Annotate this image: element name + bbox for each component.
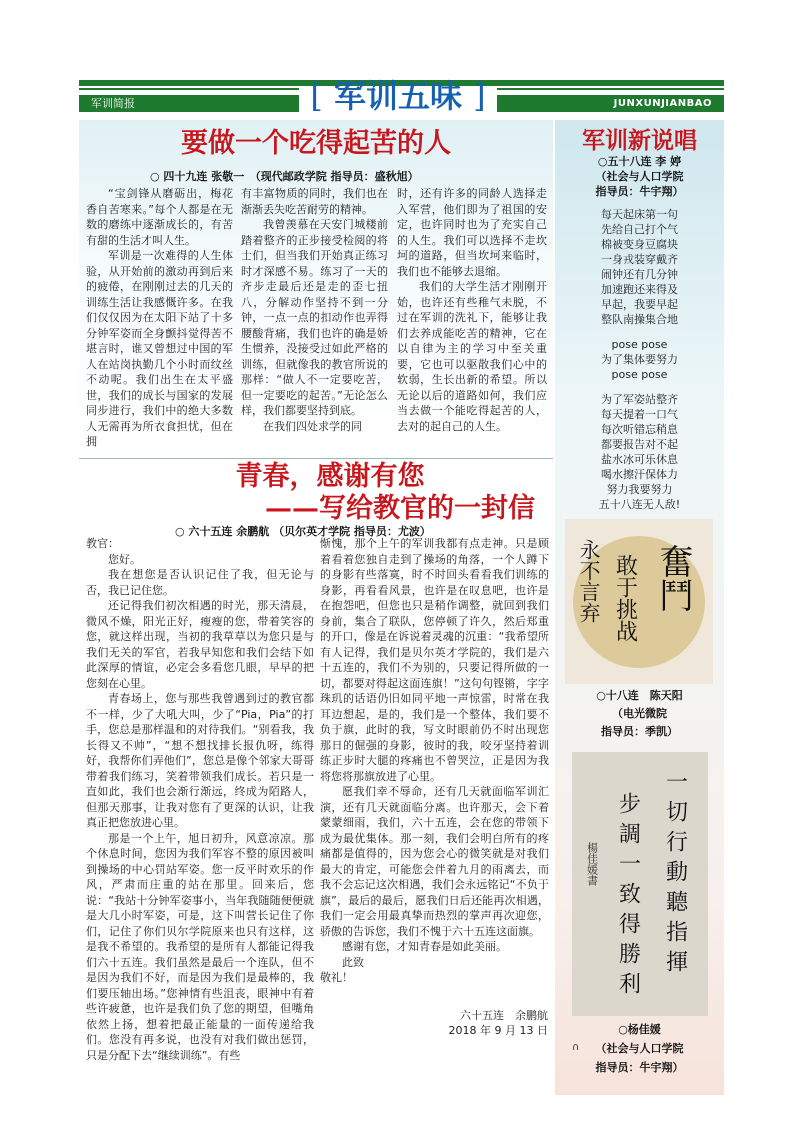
paragraph: 感谢有您，才知青春是如此美丽。 bbox=[342, 940, 507, 953]
sidebar-author-line: ○五十八连 李 婷 bbox=[597, 155, 682, 168]
poem-line: 每天提着一口气 bbox=[601, 408, 678, 421]
calligraphy-artwork-1 bbox=[565, 519, 713, 684]
paragraph: “宝剑锋从磨砺出，梅花香自苦寒来。”每个人都是在无数的磨练中逐渐成长的，有苦有甜的生活才叫人生。 bbox=[86, 187, 233, 247]
poem-line: 喝水擦汗保体力 bbox=[601, 468, 678, 481]
poem-line: 努力我要努力 bbox=[606, 483, 673, 496]
masthead-title-text: 军训五味 bbox=[333, 77, 462, 115]
poem-gap bbox=[555, 382, 724, 392]
poem-line: 加速跑还来得及 bbox=[601, 283, 678, 296]
article2-column-1 bbox=[86, 536, 314, 1063]
poem-line: 每次听错忘稍息 bbox=[601, 423, 678, 436]
poem-gap bbox=[555, 327, 724, 337]
paragraph: 在我们四处求学的同 bbox=[263, 419, 362, 433]
calligraphy-col-3: 奮鬥 bbox=[653, 544, 693, 612]
letter-signature bbox=[400, 1008, 548, 1038]
paragraph: 此致 bbox=[342, 955, 364, 969]
poem-line: pose pose bbox=[611, 338, 668, 351]
signature-date: 2018 年 9 月 13 日 bbox=[448, 1024, 548, 1037]
paragraph: 时，还有许多的同龄人选择走入军营，他们即为了祖国的安定，也许同时也为了充实自己的人生。我们可以选择不走坎坷的道路，但当坎坷来临时，我们也不能够去退缩。 bbox=[397, 187, 547, 278]
calligraphy-signature: 楊佳媛書 bbox=[585, 842, 599, 886]
calligraphy-col-1: 永不言弃 bbox=[577, 539, 601, 623]
masthead-left-label: 军训简报 bbox=[79, 95, 299, 112]
article2-byline: ○ 六十五连 余鹏航 （贝尔英才学院 指导员：尤波） bbox=[175, 525, 431, 538]
poem-line: 一身戎装穿戴齐 bbox=[601, 253, 678, 266]
calligraphy-artwork-2-svg bbox=[572, 752, 708, 1016]
img1-caption bbox=[555, 687, 724, 741]
masthead-rule-right bbox=[497, 88, 724, 90]
masthead-rule-left bbox=[79, 88, 299, 90]
signature-name: 六十五连 余鹏航 bbox=[460, 1009, 548, 1022]
article2-title: 青春，感谢有您 bbox=[235, 461, 425, 492]
paragraph: 有丰富物质的同时，我们也在渐渐丢失吃苦耐劳的精神。 bbox=[241, 187, 388, 216]
sidebar-author bbox=[555, 154, 724, 199]
poem-line: 先给自己打个气 bbox=[601, 223, 678, 236]
paragraph: 我们的大学生活才刚刚开始，也许还有些稚气未脱，不过在军训的洗礼下，能够让我们去养成能吃苦的精神，它在以自律为主的学习中至关重要，它也可以驱散我们心中的软弱，生长出新的希望。所以无论以后的道路如何，我们应当去做一个能吃得起苦的人，去对的起自己的人生。 bbox=[397, 280, 547, 433]
sidebar-author-line: 指导员：牛宇翔） bbox=[595, 185, 684, 198]
poem-line: 盐水冰可乐休息 bbox=[601, 453, 678, 466]
caption-mark: ∩ bbox=[572, 1042, 580, 1053]
article1-byline: ○ 四十九连 张敬一 （现代邮政学院 指导员：盛秋旭） bbox=[150, 170, 419, 183]
article2-column-2 bbox=[320, 536, 549, 986]
paragraph: 敬礼！ bbox=[320, 971, 353, 984]
img2-caption bbox=[555, 1020, 724, 1077]
article2-subtitle: ——写给教官的一封信 bbox=[265, 493, 535, 524]
img1-caption-line: ○十八连 陈天阳 bbox=[596, 689, 683, 702]
poem-line: 闹钟还有几分钟 bbox=[601, 268, 678, 281]
img2-caption-line: （社会与人口学院 bbox=[595, 1042, 684, 1055]
calligraphy-col-2: 敢于挑战 bbox=[612, 554, 638, 642]
img2-caption-line: 指导员：牛宇翔） bbox=[595, 1061, 684, 1074]
poem-line: 五十八连无人敌! bbox=[598, 498, 681, 511]
article1-column-1 bbox=[86, 186, 233, 450]
article1-column-3 bbox=[397, 186, 547, 434]
poem-line: 棉被变身豆腐块 bbox=[601, 238, 678, 251]
masthead-right-label: JUNXUNJIANBAO bbox=[497, 95, 724, 112]
poem-line: 整队南操集合地 bbox=[601, 313, 678, 326]
calligraphy-artwork-1-svg bbox=[565, 519, 713, 684]
paragraph: 我曾羡慕在天安门城楼前踏着整齐的正步接受检阅的将士们，但当我们开始真正练习时才深感不易。练习了一天的齐步走最后还是走的歪七扭八，分解动作坚持不到一分钟，一点一点的扣动作也弄得腰酸背痛，我们也许的确是娇生惯养，没接受过如此严格的训练，但就像我的教官所说的那样：“做人不一定要吃苦，但一定要吃的起苦。”无论怎么样，我们都要坚持到底。 bbox=[241, 218, 388, 417]
img1-caption-line: 指导员：季凯） bbox=[601, 725, 678, 738]
poem-line: 为了军姿站整齐 bbox=[601, 393, 678, 406]
paragraph: 您好。 bbox=[108, 552, 141, 566]
paragraph: 那是一个上午，旭日初升，风意凉凉。那个休息时间，您因为我们军容不整的原因被叫到操场的中心罚站军姿。您一反平时欢乐的作风，严肃而庄重的站在那里。回来后，您说：“我站十分钟军姿事小，当年我随随便便就是大几小时军姿，可是，这下叫营长记住了你们，记住了你们贝尔学院原来也只有这样，这是我不希望的。我希望的是所有人都能记得我们六十五连。我们虽然是最后一个连队，但不是因为我们不好，而是因为我们是最棒的，我们要压轴出场。”您神情有些沮丧，眼神中有着些许疲惫，也许是我们负了您的期望，但嘴角依然上扬，想着把最正能量的一面传递给我们。您没有再多说，也没有对我们做出惩罚，只是分配下去“继续训练”。有些 bbox=[86, 831, 314, 1062]
paragraph: 教官： bbox=[86, 537, 119, 550]
paragraph: 我在想您是否认识记住了我，但无论与否，我已记住您。 bbox=[86, 568, 314, 597]
masthead-bracket-left: [ bbox=[310, 77, 323, 115]
masthead-bracket-right: ] bbox=[473, 77, 486, 115]
paragraph: 惭愧，那个上午的军训我都有点走神。只是顾着看着您独自走到了操场的角落，一个人蹲下的身影有些落寞，时不时回头看看我们训练的身影，再看看风景，也许是在叹息吧，也许是在抱怨吧，但您也只是稍作调整，就回到我们身前，集合了联队，您停顿了许久，然后郑重的开口，像是在诉说着灵魂的沉重：“我希望所有人记得，我们是贝尔英才学院的，我们是六十五连的，我们不为别的，只要记得所做的一切，都要对得起这面连旗！”这句句铿锵，字字珠玑的话语仍旧如同平地一声惊雷，时常在我耳边想起，是的，我们是一个整体，我们要不负于旗，此时的我，写文时眼前仍不时出现您那日的倔强的身影，彼时的我，咬牙坚持着训练正步时大腿的疼痛也不曾哭泣，正是因为我将您将那旗放进了心里。 bbox=[320, 537, 549, 783]
img2-caption-line: ○杨佳媛 bbox=[618, 1023, 661, 1036]
paragraph: 愿我们幸不辱命，还有几天就面临军训汇演，还有几天就面临分离。也许那天，会下着蒙蒙细雨，我们，六十五连，会在您的带领下成为最优集体。那一刻，我们会明白所有的疼痛都是值得的，因为您会心的微笑就是对我们最大的肯定，可能您会伴着九月的雨离去，而我不会忘记这次相遇，我们会永远铭记“不负于旗”，最后的最后，愿我们日后还能再次相遇，我们一定会用最真挚而热烈的掌声再次迎您，骄傲的告诉您，我们不愧于六十五连这面旗。 bbox=[320, 785, 549, 938]
calligraphy-col-1: 一切行動聽指揮 bbox=[662, 770, 688, 980]
poem-line: pose pose bbox=[611, 368, 668, 381]
poem-line: 为了集体要努力 bbox=[601, 353, 678, 366]
paragraph: 还记得我们初次相遇的时光，那天清晨，微风不燥，阳光正好，瘦瘦的您，带着笑容的您，就这样出现，当初的我草草以为您只是与我们无关的军官，若我早知您和我们会结下如此深厚的情谊，必定会多看您几眼，早早的把您刻在心里。 bbox=[86, 599, 314, 690]
calligraphy-artwork-2 bbox=[572, 752, 708, 1016]
img1-caption-line: （电光微院 bbox=[612, 707, 667, 720]
paragraph: 军训是一次难得的人生体验，从开始前的激动再到后来的疲倦，在刚刚过去的几天的训练生活让我感慨许多。在我们仅仅因为在太阳下站了十多分钟军姿而全身颤抖觉得苦不堪言时，谁又曾想过中国的军人在站岗执勤几个小时而纹丝不动呢。我们出生在太平盛世，我们的成长与国家的发展同步进行，我们中的绝大多数人无需再为所衣食担忧，但在拥 bbox=[86, 249, 233, 448]
poem-line: 都要报告对不起 bbox=[601, 438, 678, 451]
article1-column-2 bbox=[241, 186, 388, 434]
masthead-title bbox=[299, 74, 497, 118]
sidebar-title: 军训新说唱 bbox=[582, 127, 697, 154]
calligraphy-col-2: 步調一致得勝利 bbox=[615, 792, 641, 1002]
paragraph: 青春场上，您与那些我曾遇到过的教官都不一样，少了大吼大叫，少了“Pia，Pia”的打手，您总是那样温和的对待我们。“别看我，我长得又不帅”，“想不想找排长报仇呀，练得好，我帮你们弄他们”，您总是像个邻家大哥哥带着我们练习，笑着带领我们成长。若只是一直如此，我们也会渐行渐远，终成为陌路人，但那天那事，让我对您有了更深的认识，让我真正把您放进心里。 bbox=[86, 692, 314, 829]
poem-line: 早起，我要早起 bbox=[601, 298, 678, 311]
article1-title: 要做一个吃得起苦的人 bbox=[181, 128, 451, 159]
sidebar-author-line: （社会与人口学院 bbox=[595, 170, 684, 183]
poem-line: 每天起床第一句 bbox=[601, 208, 678, 221]
rap-poem bbox=[555, 207, 724, 512]
